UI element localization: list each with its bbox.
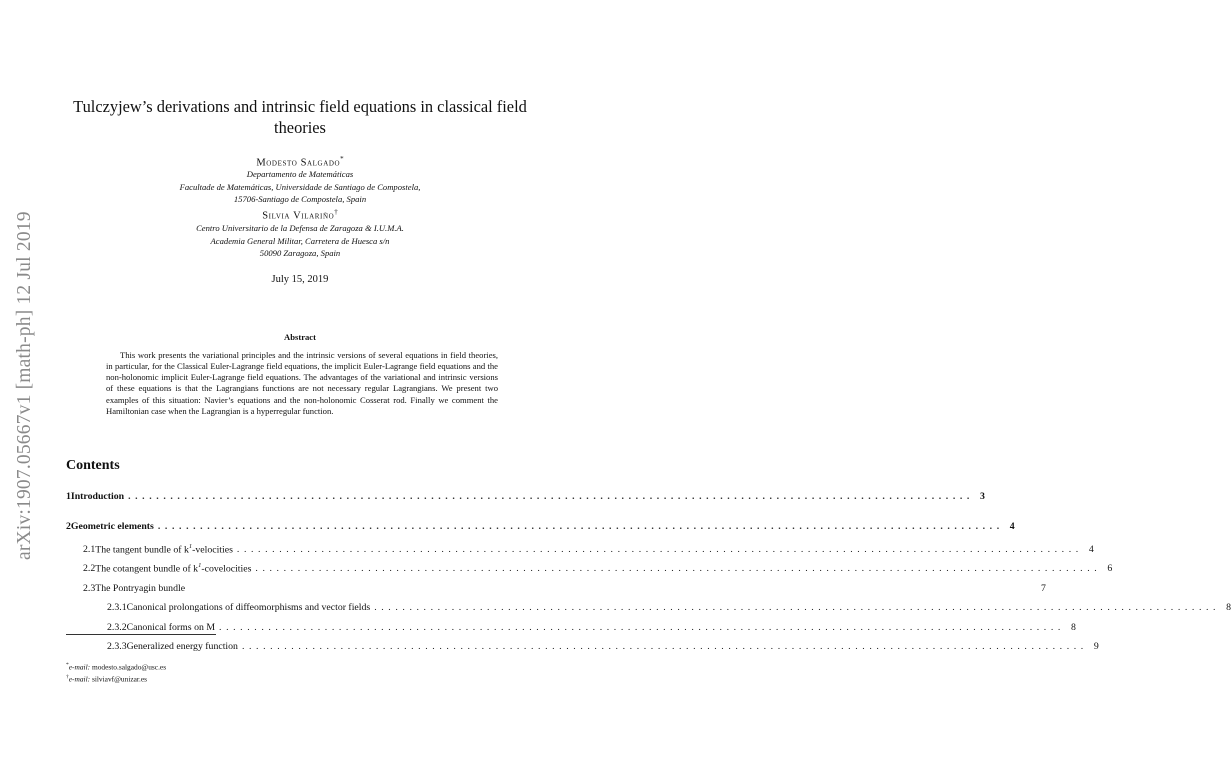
toc-leader: ........................................................................................................................ — [219, 622, 1065, 633]
toc-number: 2.3.2 — [107, 622, 127, 633]
toc-leader: ........................................................................................................................ — [128, 491, 974, 502]
toc-number: 2.3.1 — [107, 602, 127, 613]
toc-number: 2.3.3 — [107, 641, 127, 652]
toc-leader: ........................................................................................................................ — [157, 521, 1004, 532]
toc-page: 4 — [1088, 544, 1094, 556]
footnote-rule — [66, 634, 216, 635]
footnote-label: e-mail: — [68, 674, 91, 684]
toc-page: 6 — [1107, 563, 1113, 575]
footnote-mark: * — [66, 662, 69, 668]
footnote-1 — [66, 662, 166, 671]
toc-number: 2 — [66, 521, 71, 532]
toc-entry-introduction[interactable] — [66, 491, 985, 505]
toc-label: The cotangent bundle of $k^1$-covelocities — [95, 562, 252, 575]
affiliation-line: Centro Universitario de la Defensa de Zaragoza & I.U.M.A. — [196, 223, 404, 233]
author-1 — [60, 155, 540, 169]
toc-label: Canonical forms on M — [126, 622, 216, 633]
contents-heading: Contents — [66, 458, 120, 473]
toc-entry-generalized-energy[interactable] — [107, 641, 1099, 655]
toc-entry-cotangent-bundle[interactable] — [83, 562, 1113, 576]
toc-entry-geometric-elements[interactable] — [66, 521, 1015, 535]
affiliation-line: 15706-Santiago de Compostela, Spain — [233, 194, 367, 205]
paper-title: Tulczyjew’s derivations and intrinsic field equations in classical field theories — [73, 97, 527, 137]
toc-page: 8 — [1070, 622, 1076, 633]
author-2-footnote-mark: † — [334, 208, 338, 216]
toc-leader: ........................................................................................................................ — [374, 602, 1221, 613]
author-1-name: Modesto Salgado — [256, 157, 341, 169]
toc-number: 2.1 — [83, 544, 96, 556]
toc-leader: ........................................................................................................................ — [255, 563, 1102, 575]
toc-leader: ........................................................................................................................ — [241, 641, 1088, 652]
toc-entry-pontryagin-bundle[interactable] — [83, 583, 1046, 597]
author-2-affiliation — [60, 222, 540, 260]
publication-date: July 15, 2019 — [271, 274, 329, 285]
toc-page: 4 — [1009, 521, 1015, 532]
toc-page: 7 — [1040, 583, 1046, 594]
toc-leader: ........................................................................................................................ — [236, 544, 1083, 556]
toc-number: 2.3 — [83, 583, 96, 594]
toc-number: 1 — [66, 491, 71, 502]
footnote-mark: † — [66, 674, 69, 680]
footnote-2 — [66, 674, 147, 683]
abstract-heading: Abstract — [284, 332, 316, 342]
footnote-label: e-mail: — [68, 662, 91, 672]
toc-number: 2.2 — [83, 563, 96, 575]
toc-page: 8 — [1226, 602, 1231, 613]
toc-label: Geometric elements — [70, 521, 154, 532]
toc-label: The tangent bundle of $k^1$-velocities — [95, 543, 233, 556]
toc-label: The Pontryagin bundle — [95, 583, 186, 594]
author-2-name: Silvia Vilariño — [262, 210, 335, 222]
affiliation-line: Facultade de Matemáticas, Universidade de Santiago de Compostela, — [179, 181, 421, 192]
affiliation-line: Departamento de Matemáticas — [246, 169, 354, 179]
abstract-text: This work presents the variational principles and the intrinsic versions of several equations in field theories, in particular, for the Classical Euler-Lagrange field equations, the implicit Euler-Lagrange field equations and the non-holonomic implicit Euler-Lagrange field equations. The advantages of the variational and intrinsic versions of these equations is that the Lagrangians functions are not necessary regular Lagrangians. We present two examples of this situation: Navier’s equations and the non-holonomic Cosserat rod. Finally we comment the Hamiltonian case when the Lagrangian is a hyperregular function. — [106, 350, 498, 416]
toc-page: 9 — [1093, 641, 1099, 652]
toc-page: 3 — [979, 491, 985, 502]
footnote-email[interactable]: silviavf@unizar.es — [91, 674, 147, 684]
affiliation-line: Academia General Militar, Carretera de Huesca s/n — [210, 235, 390, 246]
toc-entry-tangent-bundle[interactable] — [83, 543, 1094, 557]
arxiv-identifier: arXiv:1907.05667v1 [math-ph] 12 Jul 2019 — [14, 211, 35, 560]
author-1-affiliation — [60, 168, 540, 206]
footnote-email[interactable]: modesto.salgado@usc.es — [91, 662, 167, 672]
toc-label: Generalized energy function — [126, 641, 238, 652]
toc-entry-canonical-prolongations[interactable] — [107, 602, 1231, 616]
toc-label: Introduction — [70, 491, 125, 502]
author-2 — [60, 208, 540, 222]
affiliation-line: 50090 Zaragoza, Spain — [259, 248, 341, 259]
toc-label: Canonical prolongations of diffeomorphisms and vector fields — [126, 602, 371, 613]
author-1-footnote-mark: * — [340, 155, 344, 163]
